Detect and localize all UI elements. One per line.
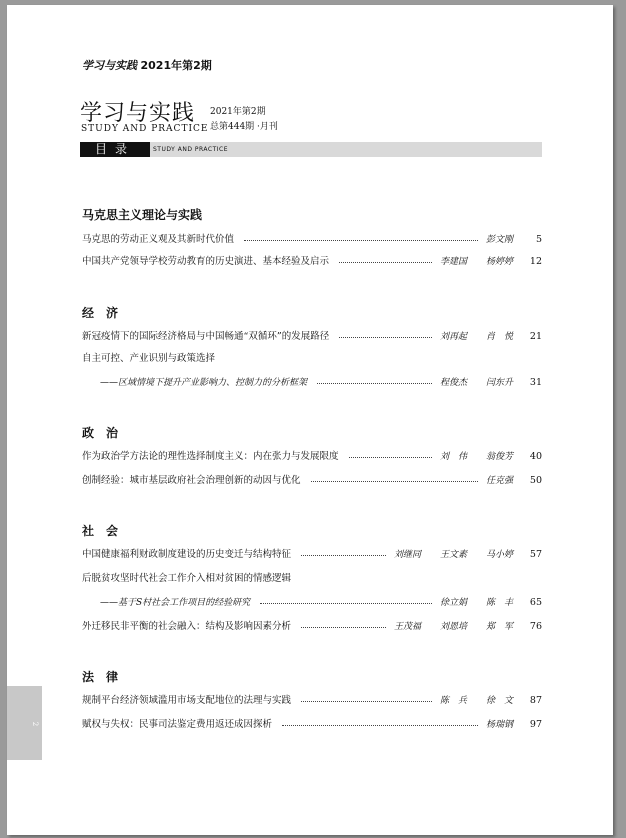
toc-entry (82, 376, 542, 390)
entry-author: 肖 悦 (486, 332, 514, 342)
entry-title: 中国健康福利财政制度建设的历史变迁与结构特征 (82, 549, 292, 560)
entry-author: 马小婷 (486, 550, 514, 560)
entry-title: 外迁移民非平衡的社会融入：结构及影响因素分析 (82, 621, 292, 632)
entry-author: 刘 伟 (440, 452, 468, 462)
toc-entry (82, 474, 542, 488)
journal-title-en: STUDY AND PRACTICE (81, 124, 209, 134)
leader-dots (339, 337, 432, 338)
toc-entry (82, 694, 542, 708)
entry-author: 陈 兵 (440, 696, 468, 706)
entry-title: 自主可控、产业识别与政策选择 (82, 353, 216, 364)
entry-author: 程俊杰 (440, 378, 468, 388)
entry-author: 刘再起 (440, 332, 468, 342)
contents-label-en: STUDY AND PRACTICE (153, 146, 228, 153)
entry-page: 76 (529, 621, 542, 632)
running-head (82, 57, 212, 73)
leader-dots (349, 457, 432, 458)
entry-page: 5 (535, 234, 542, 245)
section-heading: 经 济 (82, 306, 119, 320)
toc-entry (82, 450, 542, 464)
toc-entry (82, 718, 542, 732)
entry-author: 刘恩培 (440, 622, 468, 632)
leader-dots (339, 262, 432, 263)
entry-page: 21 (529, 331, 542, 342)
running-head-issue: 2021年第2期 (140, 59, 212, 72)
toc-entry (82, 352, 542, 366)
entry-page: 65 (529, 597, 542, 608)
leader-dots (301, 555, 386, 556)
contents-bar (80, 142, 542, 157)
entry-subtitle: ——区域情境下提升产业影响力、控制力的分析框架 (100, 378, 308, 388)
leader-dots (282, 725, 478, 726)
toc-entry (82, 233, 542, 247)
section-heading: 社 会 (82, 524, 119, 538)
entry-page: 50 (529, 475, 542, 486)
section-heading: 马克思主义理论与实践 (82, 208, 203, 222)
entry-page: 97 (529, 719, 542, 730)
entry-author: 翁俊芳 (486, 452, 514, 462)
entry-author: 闫东升 (486, 378, 514, 388)
entry-title: 赋权与失权：民事司法鉴定费用返还成因探析 (82, 719, 273, 730)
entry-author: 杨婷婷 (486, 257, 514, 267)
entry-title: 新冠疫情下的国际经济格局与中国畅通“双循环”的发展路径 (82, 331, 330, 342)
leader-dots (301, 627, 386, 628)
leader-dots (260, 603, 432, 604)
running-head-journal: 学习与实践 (82, 59, 137, 72)
entry-author: 郑 军 (486, 622, 514, 632)
entry-subtitle: ——基于S村社会工作项目的经验研究 (100, 598, 251, 608)
entry-author: 彭文刚 (486, 235, 514, 245)
side-tab-number: 2 (31, 721, 40, 727)
leader-dots (317, 383, 432, 384)
leader-dots (301, 701, 432, 702)
entry-author: 刘继同 (394, 550, 422, 560)
entry-author: 陈 丰 (486, 598, 514, 608)
entry-page: 87 (529, 695, 542, 706)
contents-label: 目录 (80, 142, 150, 157)
entry-title: 规制平台经济领域滥用市场支配地位的法理与实践 (82, 695, 292, 706)
section-heading: 法 律 (82, 670, 119, 684)
entry-author: 徐 文 (486, 696, 514, 706)
section-heading: 政 治 (82, 426, 119, 440)
entry-author: 杨瑞钢 (486, 720, 514, 730)
entry-page: 12 (529, 256, 542, 267)
entry-author: 李建国 (440, 257, 468, 267)
entry-title: 马克思的劳动正义观及其新时代价值 (82, 234, 235, 245)
toc-entry (82, 620, 542, 634)
entry-page: 31 (529, 377, 542, 388)
journal-title: 学习与实践 (80, 101, 196, 126)
issue-number: 2021年第2期 (210, 107, 266, 117)
issue-total: 总第444期 ·月刊 (210, 122, 278, 132)
leader-dots (311, 481, 478, 482)
entry-title: 作为政治学方法论的理性选择制度主义：内在张力与发展限度 (82, 451, 339, 462)
entry-page: 57 (529, 549, 542, 560)
leader-dots (244, 240, 478, 241)
entry-title: 创制经验：城市基层政府社会治理创新的动因与优化 (82, 475, 301, 486)
entry-title: 后脱贫攻坚时代社会工作介入相对贫困的情感逻辑 (82, 573, 292, 584)
toc-entry (82, 330, 542, 344)
entry-author: 任克强 (486, 476, 514, 486)
entry-author: 王文素 (440, 550, 468, 560)
entry-author: 徐立娟 (440, 598, 468, 608)
entry-author: 王茂福 (394, 622, 422, 632)
page-side-tab (7, 686, 42, 760)
toc-entry (82, 548, 542, 562)
toc-entry (82, 572, 542, 586)
toc-entry (82, 255, 542, 269)
entry-page: 40 (529, 451, 542, 462)
toc-entry (82, 596, 542, 610)
entry-title: 中国共产党领导学校劳动教育的历史演进、基本经验及启示 (82, 256, 330, 267)
